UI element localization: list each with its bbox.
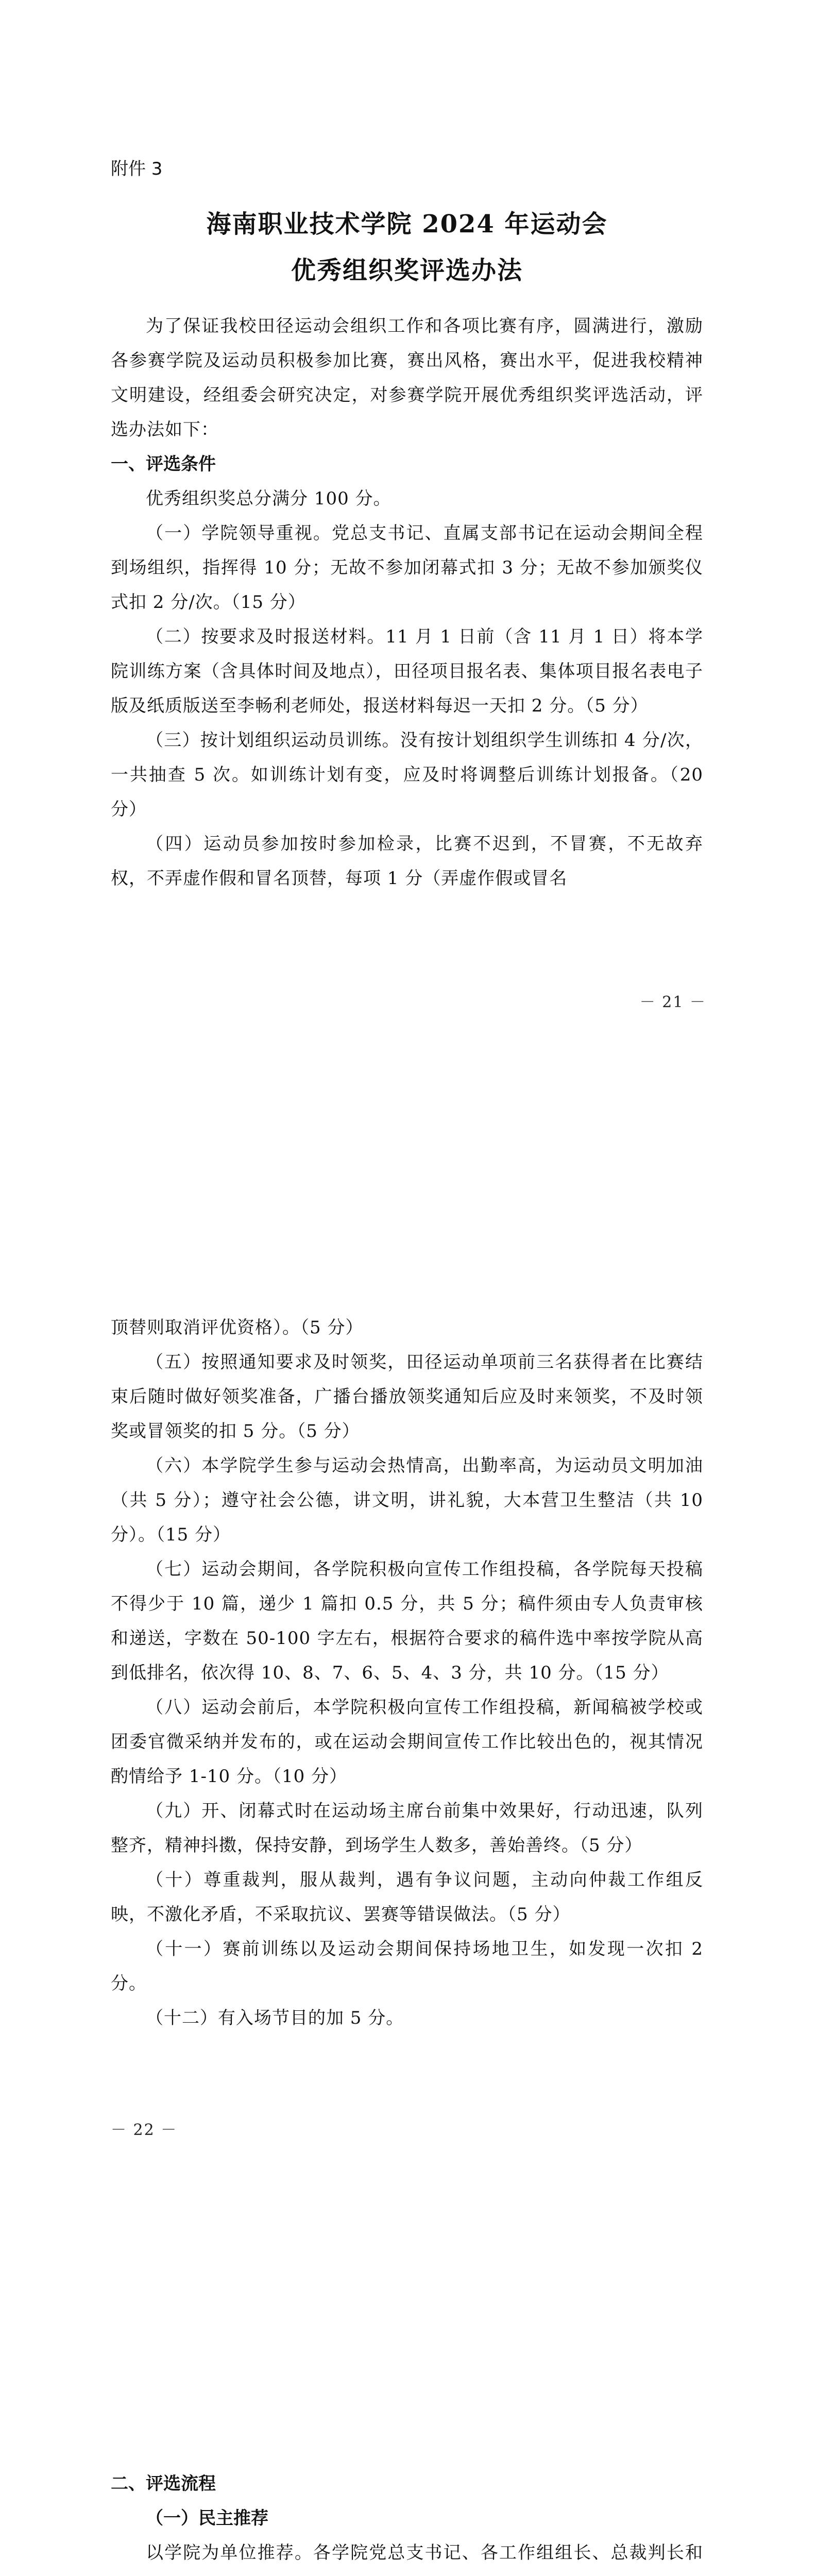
criteria-item-continued: 顶替则取消评优资格）。（5 分） [111,1317,364,1338]
criteria-item: （九）开、闭幕式时在运动场主席台前集中效果好，行动迅速，队列整齐，精神抖擞，保持安静，到场学生人数多，善始善终。（5 分） [111,1801,703,1856]
section-heading-process: 二、评选流程 [111,2473,216,2494]
criteria-item: （一）学院领导重视。党总支书记、直属支部书记在运动会期间全程到场组织，指挥得 10 分；无故不参加闭幕式扣 3 分；无故不参加颁奖仪式扣 2 分/次。（15 分） [111,523,703,613]
document-title [111,201,703,294]
criteria-item: （二）按要求及时报送材料。11 月 1 日前（含 11 月 1 日）将本学院训练方案（含具体时间及地点），田径项目报名表、集体项目报名表电子版及纸质版送至李畅利老师处，报送材料每迟一天扣 2 分。（5 分） [111,626,703,716]
title-line-2: 优秀组织奖评选办法 [291,256,523,285]
subheading-democratic-recommendation: （一）民主推荐 [146,2508,268,2529]
page2-body [111,1311,703,2036]
section-heading-criteria: 一、评选条件 [111,454,216,474]
page1-body [111,309,703,896]
page-number: － 21 － [639,993,706,1011]
title-line-1: 海南职业技术学院 2024 年运动会 [206,210,608,239]
criteria-item: （五）按照通知要求及时领奖，田径运动单项前三名获得者在比赛结束后随时做好领奖准备，广播台播放领奖通知后应及时来领奖，不及时领奖或冒领奖的扣 5 分。（5 分） [111,1352,703,1442]
attachment-label: 附件 3 [111,159,163,179]
document-page-1 [0,0,817,1156]
criteria-item: 优秀组织奖总分满分 100 分。 [146,488,392,509]
criteria-item: （四）运动员参加按时参加检录，比赛不迟到，不冒赛，不无故弃权，不弄虚作假和冒名顶替，每项 1 分（弄虚作假或冒名 [111,834,703,889]
criteria-item: （三）按计划组织运动员训练。没有按计划组织学生训练扣 4 分/次，一共抽查 5 次。如训练计划有变，应及时将调整后训练计划报备。（20 分） [111,730,703,820]
page-number: － 22 － [111,2121,178,2139]
process-paragraph: 以学院为单位推荐。各学院党总支书记、各工作组组长、总裁判长和 [146,2543,703,2563]
document-page-2 [0,1156,817,2312]
criteria-item: （六）本学院学生参与运动会热情高，出勤率高，为运动员文明加油（共 5 分）；遵守社会公德，讲文明，讲礼貌，大本营卫生整洁（共 10 分）。（15 分） [111,1455,703,1545]
criteria-item: （八）运动会前后，本学院积极向宣传工作组投稿，新闻稿被学校或团委官微采纳并发布的，或在运动会期间宣传工作比较出色的，视其情况酌情给予 1-10 分。（10 分） [111,1697,703,1787]
intro-paragraph: 为了保证我校田径运动会组织工作和各项比赛有序，圆满进行，激励各参赛学院及运动员积极参加比赛，赛出风格，赛出水平，促进我校精神文明建设，经组委会研究决定，对参赛学院开展优秀组织奖评选活动，评选办法如下： [111,316,703,440]
page3-body [111,2467,703,2576]
criteria-item: （七）运动会期间，各学院积极向宣传工作组投稿，各学院每天投稿不得少于 10 篇，递少 1 篇扣 0.5 分，共 5 分；稿件须由专人负责审核和递送，字数在 50-100 字左右，根据符合要求的稿件选中率按学院从高到低排名，依次得 10、8、7、6、5、4、3 分，共 10 分。（15 分） [111,1559,703,1683]
document-page-3 [0,2312,817,2576]
criteria-item: （十一）赛前训练以及运动会期间保持场地卫生，如发现一次扣 2 分。 [111,1939,703,1994]
criteria-item: （十）尊重裁判，服从裁判，遇有争议问题，主动向仲裁工作组反映，不激化矛盾，不采取抗议、罢赛等错误做法。（5 分） [111,1870,703,1925]
criteria-item: （十二）有入场节目的加 5 分。 [146,2008,404,2028]
